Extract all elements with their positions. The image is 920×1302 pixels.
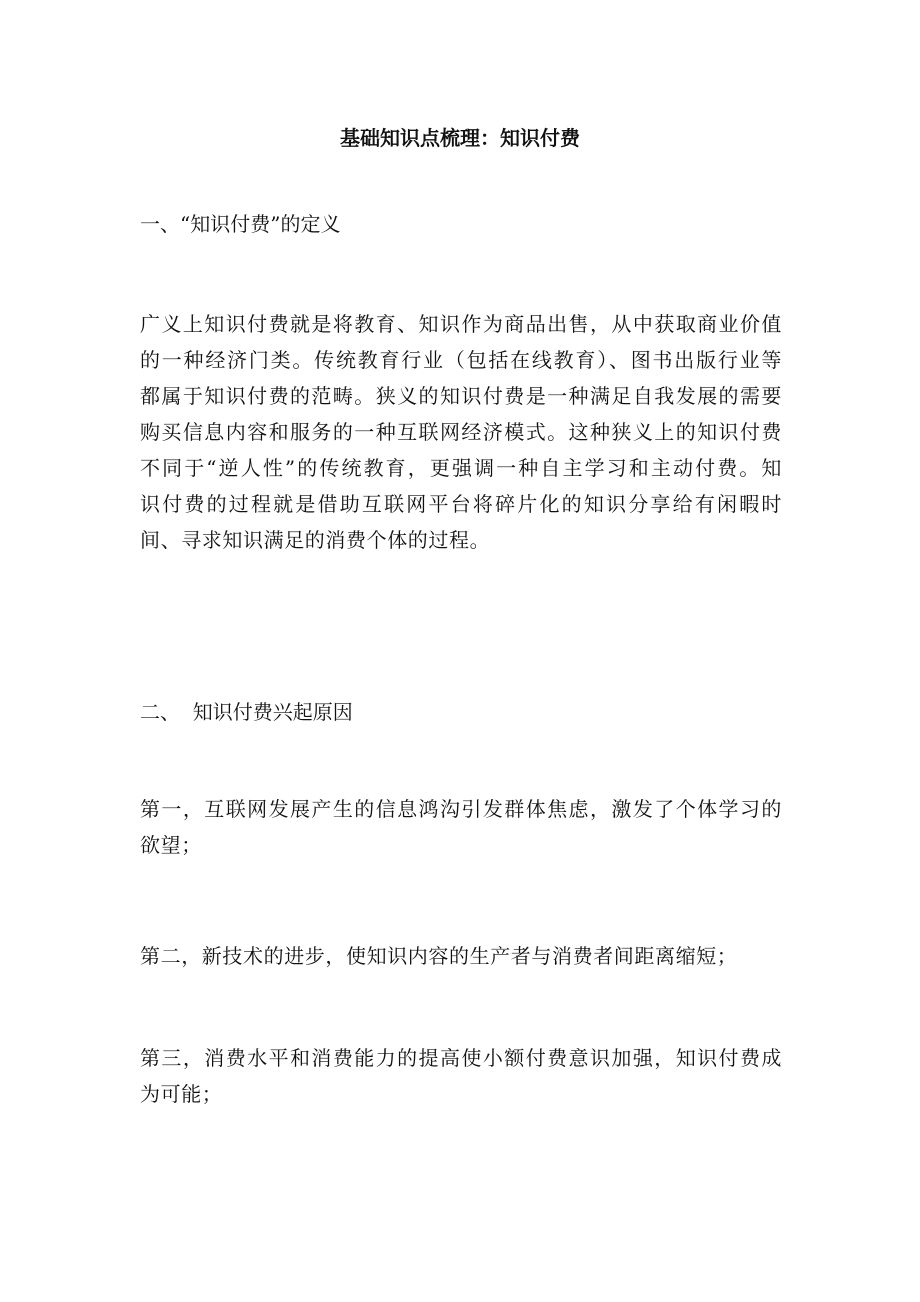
paragraph-line: 第一，互联网发展产生的信息鸿沟引发群体焦虑，激发了个体学习的	[140, 797, 782, 821]
reason-1-paragraph	[140, 791, 782, 863]
section-1-paragraph	[140, 306, 782, 558]
paragraph-line: 为可能；	[140, 1082, 223, 1106]
paragraph-line: 间、寻求知识满足的消费个体的过程。	[140, 528, 491, 552]
paragraph-line: 第二，新技术的进步，使知识内容的生产者与消费者间距离缩短；	[140, 944, 738, 968]
section-2-heading: 二、 知识付费兴起原因	[140, 700, 353, 724]
reason-3-paragraph	[140, 1040, 782, 1112]
paragraph-line: 都属于知识付费的范畴。狭义的知识付费是一种满足自我发展的需要	[140, 384, 782, 408]
reason-2-paragraph	[140, 938, 782, 974]
paragraph-line: 的一种经济门类。传统教育行业（包括在线教育）、图书出版行业等	[140, 348, 782, 372]
document-title: 基础知识点梳理：知识付费	[340, 126, 580, 150]
paragraph-line: 不同于“逆人性”的传统教育，更强调一种自主学习和主动付费。知	[140, 456, 782, 480]
paragraph-line: 第三，消费水平和消费能力的提高使小额付费意识加强，知识付费成	[140, 1046, 782, 1070]
paragraph-line: 广义上知识付费就是将教育、知识作为商品出售，从中获取商业价值	[140, 312, 782, 336]
paragraph-line: 购买信息内容和服务的一种互联网经济模式。这种狭义上的知识付费	[140, 420, 782, 444]
paragraph-line: 欲望；	[140, 833, 202, 857]
paragraph-line: 识付费的过程就是借助互联网平台将碎片化的知识分享给有闲暇时	[140, 492, 782, 516]
section-1-heading: 一、“知识付费”的定义	[140, 212, 341, 236]
